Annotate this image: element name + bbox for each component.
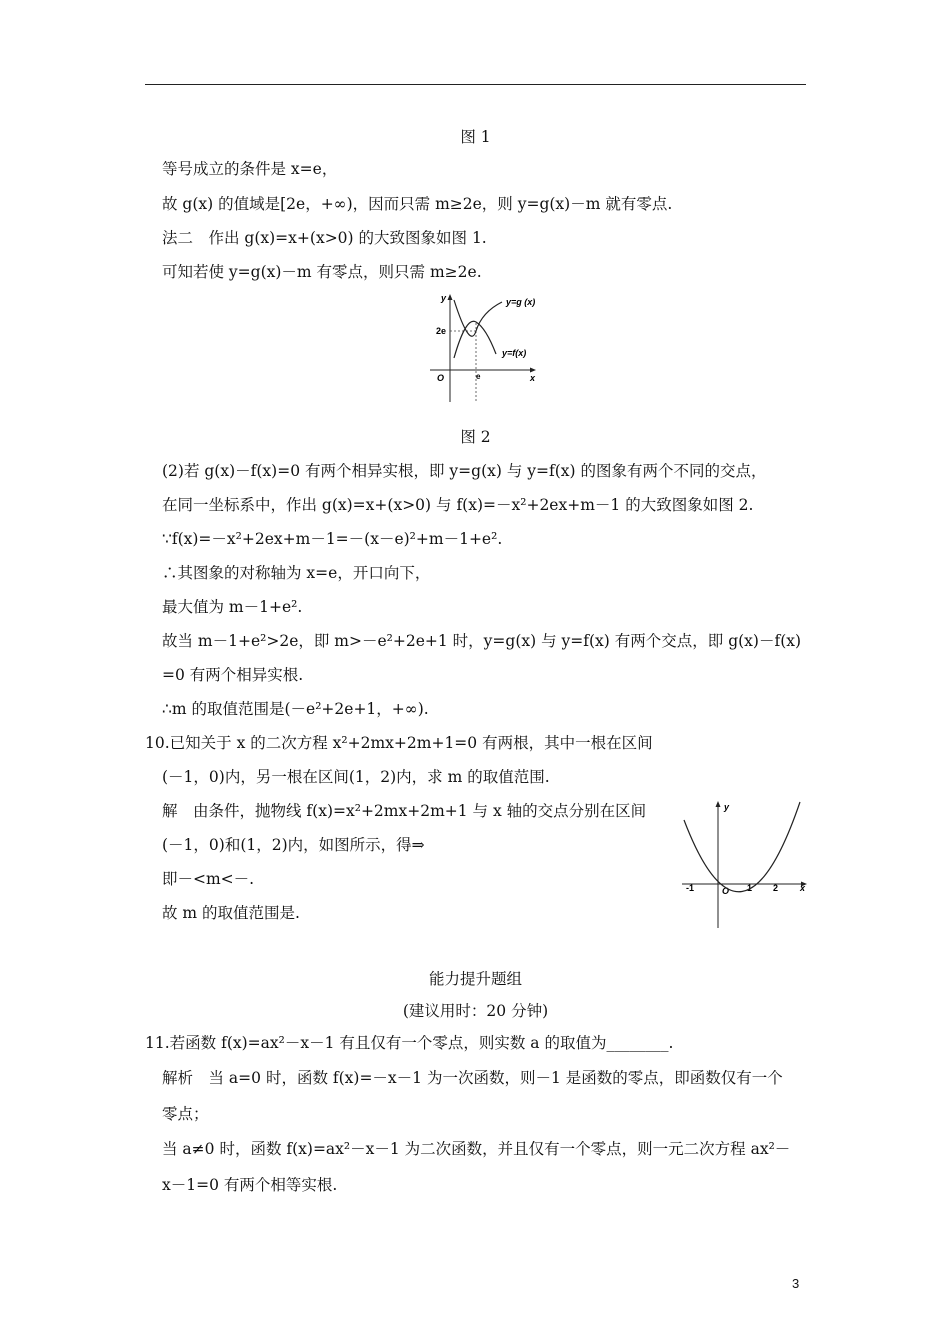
text-line: 故 g(x) 的值域是[2e，+∞)，因而只需 m≥2e，则 y=g(x)－m 就有零点. bbox=[162, 195, 673, 213]
section-heading: 能力提升题组 bbox=[428, 970, 522, 988]
text-line: 零点； bbox=[162, 1105, 209, 1123]
fig3-origin-label: O bbox=[722, 886, 730, 896]
text-line: 可知若使 y=g(x)－m 有零点，则只需 m≥2e. bbox=[162, 263, 482, 281]
header-rule bbox=[145, 84, 806, 85]
text-line: 等号成立的条件是 x=e， bbox=[162, 160, 338, 178]
text-line: 即－<m<－. bbox=[162, 870, 255, 888]
text-line: 故 m 的取值范围是. bbox=[162, 904, 300, 922]
text-line: ∴m 的取值范围是(－e²+2e+1，+∞). bbox=[162, 700, 429, 718]
text-line: (－1，0)内，另一根在区间(1，2)内，求 m 的取值范围. bbox=[162, 768, 550, 786]
fig2-x-axis-label: x bbox=[530, 373, 536, 383]
fig3-tick-neg1: -1 bbox=[686, 883, 695, 893]
fig2-y-axis-label: y bbox=[441, 293, 447, 303]
fig3-y-axis-label: y bbox=[724, 802, 730, 812]
section-subheading: (建议用时：20 分钟) bbox=[402, 1002, 549, 1020]
text-line: 最大值为 m－1+e². bbox=[162, 598, 303, 616]
fig2-f-curve-label: y=f(x) bbox=[502, 348, 527, 358]
text-line: (－1，0)和(1，2)内，如图所示，得⇒ bbox=[162, 836, 425, 854]
problem-11-statement: 11.若函数 f(x)=ax²－x－1 有且仅有一个零点，则实数 a 的取值为________. bbox=[145, 1034, 674, 1052]
figure-parabola-graph bbox=[676, 798, 811, 930]
problem-10-statement: 10.已知关于 x 的二次方程 x²+2mx+2m+1=0 有两根，其中一根在区间 bbox=[145, 734, 653, 752]
text-line: ∴其图象的对称轴为 x=e，开口向下， bbox=[162, 564, 431, 582]
text-line: x－1=0 有两个相等实根. bbox=[162, 1176, 338, 1194]
fig3-tick-1: 1 bbox=[747, 883, 753, 893]
text-line: ∵f(x)=－x²+2ex+m－1=－(x－e)²+m－1+e². bbox=[162, 530, 503, 548]
text-line: 在同一坐标系中，作出 g(x)=x+(x>0) 与 f(x)=－x²+2ex+m－1 的大致图象如图 2. bbox=[162, 496, 754, 514]
fig2-2e-label: 2e bbox=[436, 326, 447, 336]
page-number: 3 bbox=[792, 1276, 800, 1291]
text-line: 故当 m－1+e²>2e，即 m>－e²+2e+1 时，y=g(x) 与 y=f(x) 有两个交点，即 g(x)－f(x) bbox=[162, 632, 802, 650]
figure-2-caption: 图 2 bbox=[460, 428, 491, 446]
text-line: 解 由条件，抛物线 f(x)=x²+2mx+2m+1 与 x 轴的交点分别在区间 bbox=[162, 802, 647, 820]
text-line: 法二 作出 g(x)=x+(x>0) 的大致图象如图 1. bbox=[162, 229, 487, 247]
fig3-tick-2: 2 bbox=[773, 883, 779, 893]
text-line: (2)若 g(x)－f(x)=0 有两个相异实根，即 y=g(x) 与 y=f(x) 的图象有两个不同的交点， bbox=[162, 462, 767, 480]
text-line: 当 a≠0 时，函数 f(x)=ax²－x－1 为二次函数，并且仅有一个零点，则一元二次方程 ax²－ bbox=[162, 1140, 791, 1158]
fig2-origin-label: O bbox=[437, 373, 445, 383]
fig2-e-label: e bbox=[476, 372, 481, 381]
fig3-x-axis-label: x bbox=[800, 883, 806, 893]
figure-1-caption: 图 1 bbox=[460, 128, 491, 146]
fig2-g-curve-label: y=g (x) bbox=[506, 297, 536, 307]
text-line: =0 有两个相异实根. bbox=[162, 666, 304, 684]
text-line: 解析 当 a=0 时，函数 f(x)=－x－1 为一次函数，则－1 是函数的零点，即函数仅有一个 bbox=[162, 1069, 783, 1087]
figure-2-graph bbox=[420, 290, 550, 405]
